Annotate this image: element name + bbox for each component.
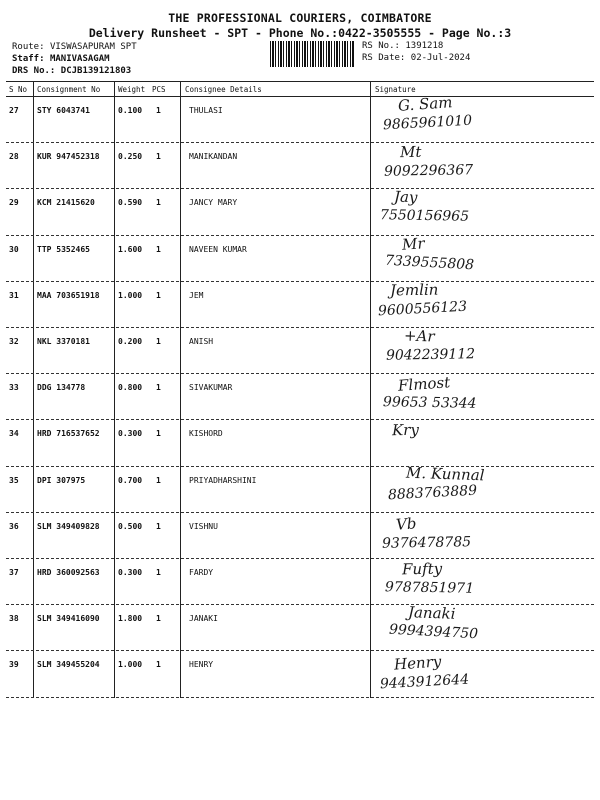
- signature-name: Flmost: [397, 373, 451, 396]
- consignment-number: MAA 703651918: [37, 290, 100, 300]
- serial-number: 36: [9, 521, 19, 531]
- pieces-count: 1: [156, 198, 161, 208]
- table-row: [0, 236, 600, 282]
- signature-phone: 99653 53344: [382, 394, 477, 413]
- pieces-count: 1: [156, 614, 161, 624]
- consignment-number: SLM 349409828: [37, 521, 100, 531]
- drs-label: DRS No.:: [12, 66, 56, 76]
- rs-no-value: 1391218: [405, 41, 444, 51]
- consignment-number: STY 6043741: [37, 106, 90, 115]
- pieces-count: 1: [156, 568, 161, 577]
- weight-value: 1.000: [118, 290, 143, 300]
- consignee-name: FARDY: [189, 568, 214, 577]
- col-header-sno: S No: [9, 85, 28, 94]
- consignment-number: DPI 307975: [37, 475, 86, 485]
- barcode-image: [270, 41, 355, 67]
- weight-value: 1.600: [118, 244, 143, 254]
- serial-number: 28: [9, 152, 19, 162]
- drs-line: [12, 66, 131, 76]
- serial-number: 37: [9, 568, 19, 577]
- signature-phone: 9376478785: [381, 533, 471, 552]
- col-header-weight: Weight: [118, 85, 146, 94]
- consignment-number: HRD 716537652: [37, 429, 100, 439]
- rs-date-line: [362, 53, 470, 63]
- signature-phone: 9600556123: [377, 298, 468, 319]
- staff-line: [12, 54, 110, 64]
- consignee-name: KISHORD: [189, 429, 223, 439]
- weight-value: 1.000: [118, 660, 143, 670]
- weight-value: 0.300: [118, 429, 143, 439]
- signature-phone: 9443912644: [380, 671, 470, 693]
- runsheet-subtitle: Delivery Runsheet - SPT - Phone No.:0422-3505555 - Page No.:3: [88, 26, 512, 40]
- consignment-number: KUR 947452318: [37, 152, 100, 162]
- signature-name: Henry: [393, 652, 442, 674]
- signature-name: M. Kunnal: [405, 463, 485, 485]
- consignee-name: JANCY MARY: [189, 198, 238, 208]
- signature-phone: 7339555808: [384, 252, 475, 274]
- consignee-name: ANISH: [189, 337, 214, 346]
- signature-phone: 9994394750: [388, 621, 479, 643]
- signature-name: Kry: [391, 420, 420, 440]
- serial-number: 35: [9, 475, 19, 485]
- serial-number: 39: [9, 660, 19, 670]
- consignee-name: SIVAKUMAR: [189, 383, 233, 393]
- signature-phone: 9042239112: [386, 346, 476, 365]
- pieces-count: 1: [156, 337, 161, 346]
- signature-name: Mt: [399, 143, 422, 162]
- pieces-count: 1: [156, 290, 161, 300]
- consignment-number: DDG 134778: [37, 383, 86, 393]
- consignee-name: HENRY: [189, 660, 214, 670]
- route-label: Route:: [12, 42, 45, 52]
- staff-label: Staff:: [12, 54, 45, 64]
- consignment-number: HRD 360092563: [37, 568, 100, 577]
- route-line: [12, 42, 137, 52]
- pieces-count: 1: [156, 152, 161, 162]
- serial-number: 34: [9, 429, 19, 439]
- rs-date-value: 02-Jul-2024: [410, 53, 471, 63]
- serial-number: 38: [9, 614, 19, 624]
- consignment-number: TTP 5352465: [37, 244, 90, 254]
- table-row: [0, 282, 600, 328]
- staff-value: MANIVASAGAM: [49, 54, 110, 64]
- signature-name: +Ar: [403, 326, 435, 346]
- pieces-count: 1: [156, 383, 161, 393]
- table-row: [0, 189, 600, 235]
- signature-phone: 8883763889: [387, 482, 478, 504]
- pieces-count: 1: [156, 106, 161, 115]
- table-row: [0, 328, 600, 374]
- weight-value: 0.700: [118, 475, 143, 485]
- signature-name: Jemlin: [389, 280, 439, 300]
- serial-number: 32: [9, 337, 19, 346]
- consignee-name: JEM: [189, 290, 204, 300]
- signature-name: Mr: [401, 234, 426, 254]
- consignee-name: VISHNU: [189, 521, 218, 531]
- consignee-name: JANAKI: [189, 614, 218, 624]
- col-header-signature: Signature: [375, 85, 416, 94]
- signature-name: G. Sam: [397, 92, 453, 115]
- drs-value: DCJB139121803: [60, 66, 132, 76]
- rs-no-label: RS No.:: [362, 41, 400, 51]
- signature-name: Jay: [393, 187, 418, 206]
- route-value: VISWASAPURAM SPT: [49, 42, 137, 52]
- pieces-count: 1: [156, 475, 161, 485]
- signature-phone: 9865961010: [382, 112, 473, 133]
- table-row: [0, 92, 600, 143]
- table-row: [0, 420, 600, 466]
- serial-number: 29: [9, 198, 19, 208]
- signature-phone: 7550156965: [380, 206, 470, 225]
- weight-value: 0.500: [118, 521, 143, 531]
- weight-value: 1.800: [118, 614, 143, 624]
- consignee-name: PRIYADHARSHINI: [189, 475, 257, 485]
- row-separator: [6, 697, 594, 698]
- consignee-name: NAVEEN KUMAR: [189, 244, 247, 254]
- signature-name: Vb: [395, 513, 418, 534]
- table-row: [0, 513, 600, 559]
- table-row: [0, 143, 600, 189]
- serial-number: 33: [9, 383, 19, 393]
- rs-no-line: [362, 41, 443, 51]
- consignee-name: MANIKANDAN: [189, 152, 238, 162]
- table-row: [0, 463, 600, 513]
- table-row: [0, 651, 600, 697]
- rs-date-label: RS Date:: [362, 53, 406, 63]
- signature-name: Janaki: [407, 603, 456, 623]
- table-row: [0, 374, 600, 420]
- pieces-count: 1: [156, 521, 161, 531]
- weight-value: 0.590: [118, 198, 143, 208]
- consignee-name: THULASI: [189, 106, 223, 115]
- weight-value: 0.200: [118, 337, 143, 346]
- serial-number: 30: [9, 244, 19, 254]
- runsheet-title: THE PROFESSIONAL COURIERS, COIMBATORE: [168, 11, 432, 25]
- col-header-pcs: PCS: [152, 85, 166, 94]
- col-header-consignee: Consignee Details: [185, 85, 262, 94]
- serial-number: 27: [9, 106, 19, 115]
- weight-value: 0.800: [118, 383, 143, 393]
- signature-phone: 9787851971: [385, 579, 475, 597]
- consignment-number: NKL 3370181: [37, 337, 90, 346]
- consignment-number: SLM 349455204: [37, 660, 100, 670]
- table-row: [0, 559, 600, 605]
- weight-value: 0.250: [118, 152, 143, 162]
- weight-value: 0.300: [118, 568, 143, 577]
- consignment-number: KCM 21415620: [37, 198, 95, 208]
- pieces-count: 1: [156, 429, 161, 439]
- pieces-count: 1: [156, 660, 161, 670]
- table-top-rule: [6, 81, 594, 82]
- signature-phone: 9092296367: [383, 162, 474, 180]
- col-header-consignment: Consignment No: [37, 85, 101, 94]
- serial-number: 31: [9, 290, 19, 300]
- consignment-number: SLM 349416090: [37, 614, 100, 624]
- signature-name: Fufty: [401, 559, 443, 579]
- pieces-count: 1: [156, 244, 161, 254]
- table-row: [0, 605, 600, 651]
- weight-value: 0.100: [118, 106, 143, 115]
